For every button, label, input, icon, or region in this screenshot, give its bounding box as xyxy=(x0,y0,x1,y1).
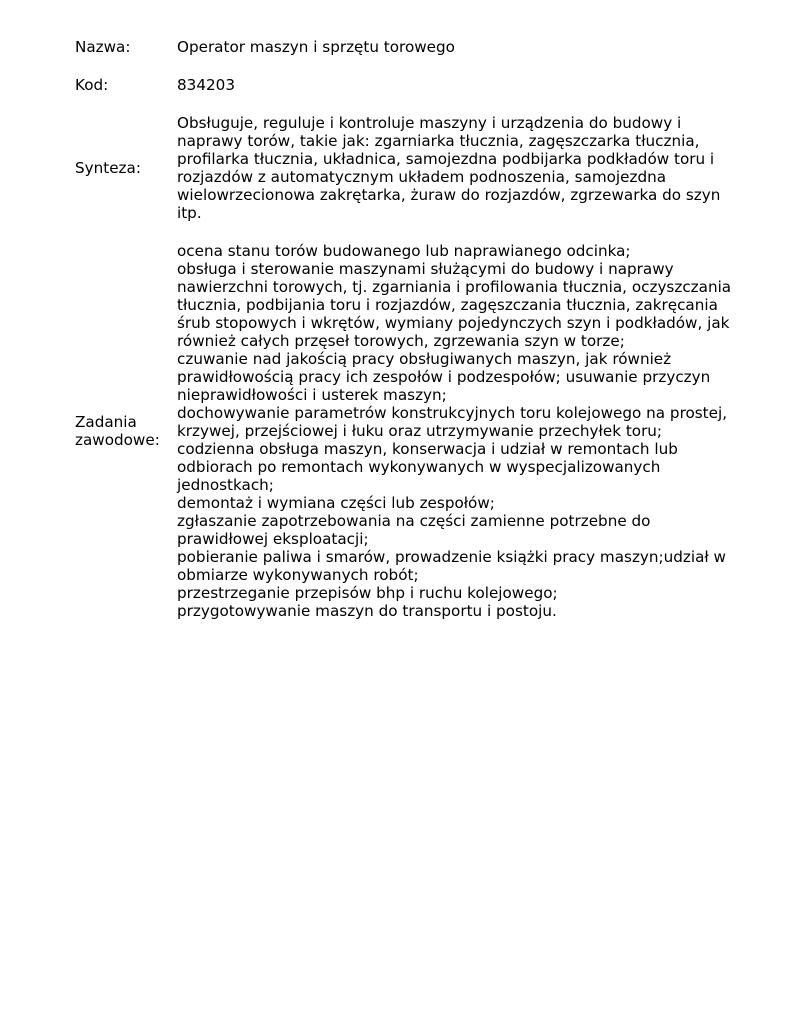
tasks-text xyxy=(177,242,755,620)
task-line: jednostkach; xyxy=(177,476,274,494)
name-row xyxy=(75,38,755,56)
code-row xyxy=(75,76,755,94)
synthesis-text xyxy=(177,114,755,222)
task-line: czuwanie nad jakością pracy obsługiwanych maszyn, jak również xyxy=(177,350,672,368)
task-line: również całych przęseł torowych, zgrzewania szyn w torze; xyxy=(177,332,625,350)
synthesis-line: itp. xyxy=(177,204,202,222)
code-label: Kod: xyxy=(75,76,109,94)
task-line: ocena stanu torów budowanego lub naprawianego odcinka; xyxy=(177,242,631,260)
task-line: prawidłowością pracy ich zespołów i podzespołów; usuwanie przyczyn xyxy=(177,368,711,386)
name-value: Operator maszyn i sprzętu torowego xyxy=(177,38,455,56)
task-line: prawidłowej eksploatacji; xyxy=(177,530,369,548)
task-line: przygotowywanie maszyn do transportu i postoju. xyxy=(177,602,557,620)
tasks-label-line: zawodowe: xyxy=(75,431,160,449)
tasks-row xyxy=(75,242,755,620)
task-line: zgłaszanie zapotrzebowania na części zamienne potrzebne do xyxy=(177,512,651,530)
occupation-record xyxy=(75,38,755,620)
task-line: śrub stopowych i wkrętów, wymiany pojedynczych szyn i podkładów, jak xyxy=(177,314,730,332)
tasks-label xyxy=(75,242,177,620)
task-line: codzienna obsługa maszyn, konserwacja i udział w remontach lub xyxy=(177,440,678,458)
synthesis-line: profilarka tłucznia, układnica, samojezdna podbijarka podkładów toru i xyxy=(177,150,715,168)
synthesis-label: Synteza: xyxy=(75,159,141,177)
task-line: tłucznia, podbijania toru i rozjazdów, zagęszczania tłucznia, zakręcania xyxy=(177,296,718,314)
task-line: przestrzeganie przepisów bhp i ruchu kolejowego; xyxy=(177,584,558,602)
task-line: pobieranie paliwa i smarów, prowadzenie książki pracy maszyn;udział w xyxy=(177,548,726,566)
synthesis-row xyxy=(75,114,755,222)
occupation-table xyxy=(75,38,755,620)
task-line: odbiorach po remontach wykonywanych w wyspecjalizowanych xyxy=(177,458,661,476)
task-line: nawierzchni torowych, tj. zgarniania i profilowania tłucznia, oczyszczania xyxy=(177,278,732,296)
synthesis-line: Obsługuje, reguluje i kontroluje maszyny i urządzenia do budowy i xyxy=(177,114,682,132)
task-line: krzywej, przejściowej i łuku oraz utrzymywanie przechyłek toru; xyxy=(177,422,663,440)
task-line: nieprawidłowości i usterek maszyn; xyxy=(177,386,447,404)
tasks-label-line: Zadania xyxy=(75,413,137,431)
name-label: Nazwa: xyxy=(75,38,131,56)
task-line: obmiarze wykonywanych robót; xyxy=(177,566,419,584)
synthesis-line: wielowrzecionowa zakrętarka, żuraw do rozjazdów, zgrzewarka do szyn xyxy=(177,186,721,204)
task-line: dochowywanie parametrów konstrukcyjnych toru kolejowego na prostej, xyxy=(177,404,728,422)
synthesis-line: naprawy torów, takie jak: zgarniarka tłucznia, zagęszczarka tłucznia, xyxy=(177,132,700,150)
synthesis-line: rozjazdów z automatycznym układem podnoszenia, samojezdna xyxy=(177,168,667,186)
task-line: obsługa i sterowanie maszynami służącymi do budowy i naprawy xyxy=(177,260,674,278)
code-value: 834203 xyxy=(177,76,235,94)
task-line: demontaż i wymiana części lub zespołów; xyxy=(177,494,495,512)
